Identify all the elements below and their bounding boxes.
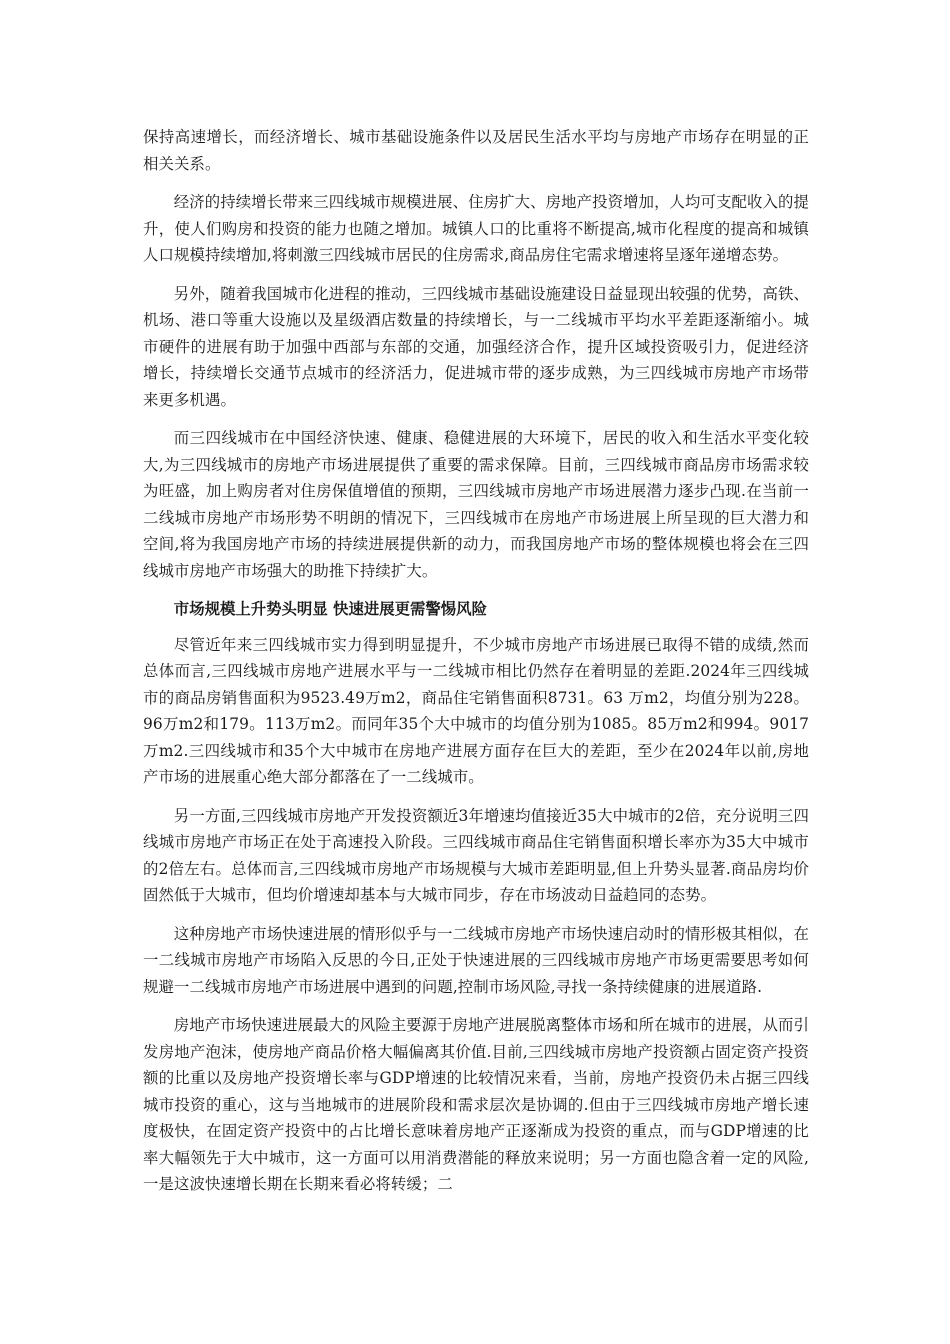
paragraph-economic-growth: 经济的持续增长带来三四线城市规模进展、住房扩大、房地产投资增加，人均可支配收入的提升，使人们购房和投资的能力也随之增加。城镇人口的比重将不断提高,城市化程度的提高和城镇人口规模持续增加,将刺激三四线城市居民的住房需求,商品房住宅需求增速将呈逐年递增态势。 [143,193,809,264]
paragraph-continuation: 保持高速增长，而经济增长、城市基础设施条件以及居民生活水平均与房地产市场存在明显的正相关关系。 [143,128,809,173]
paragraph-demand-potential: 而三四线城市在中国经济快速、健康、稳健进展的大环境下，居民的收入和生活水平变化较大,为三四线城市的房地产市场进展提供了重要的需求保障。目前，三四线城市商品房市场需求较为旺盛，加上购房者对住房保值增值的预期，三四线城市房地产市场进展潜力逐步凸现.在当前一二线城市房地产市场形势不明朗的情况下，三四线城市在房地产市场进展上所呈现的巨大潜力和空间,将为我国房地产市场的持续进展提供新的动力，而我国房地产市场的整体规模也将会在三四线城市房地产市场强大的助推下持续扩大。 [143,429,809,580]
paragraph-infrastructure: 另外，随着我国城市化进程的推动，三四线城市基础设施建设日益显现出较强的优势，高铁、机场、港口等重大设施以及星级酒店数量的持续增长，与一二线城市平均水平差距逐渐缩小。城市硬件的进展有助于加强中西部与东部的交通，加强经济合作，提升区域投资吸引力，促进经济增长，持续增长交通节点城市的经济活力，促进城市带的逐步成熟，为三四线城市房地产市场带来更多机遇。 [143,284,809,409]
paragraph-investment-growth: 另一方面,三四线城市房地产开发投资额近3年增速均值接近35大中城市的2倍，充分说明三四线城市房地产市场正在处于高速投入阶段。三四线城市商品住宅销售面积增长率亦为35大中城市的2倍左右。总体而言,三四线城市房地产市场规模与大城市差距明显,但上升势头显著.商品房均价固然低于大城市，但均价增速却基本与大城市同步，存在市场波动日益趋同的态势。 [143,806,809,904]
paragraph-risks: 房地产市场快速进展最大的风险主要源于房地产进展脱离整体市场和所在城市的进展，从而引发房地产泡沫，使房地产商品价格大幅偏离其价值.目前,三四线城市房地产投资额占固定资产投资额的比重以及房地产投资增长率与GDP增速的比较情况来看，当前，房地产投资仍未占据三四线城市投资的重心，这与当地城市的进展阶段和需求层次是协调的.但由于三四线城市房地产增长速度极快，在固定资产投资中的占比增长意味着房地产正逐渐成为投资的重点，而与GDP增速的比率大幅领先于大中城市，这一方面可以用消费潜能的释放来说明；另一方面也隐含着一定的风险,一是这波快速增长期在长期来看必将转缓；二 [143,1016,809,1193]
document-page [143,124,809,1210]
paragraph-lessons: 这种房地产市场快速进展的情形似乎与一二线城市房地产市场快速启动时的情形极其相似，在一二线城市房地产市场陷入反思的今日,正处于快速进展的三四线城市房地产市场更需要思考如何规避一二线城市房地产市场进展中遇到的问题,控制市场风险,寻找一条持续健康的进展道路. [143,924,809,996]
section-heading: 市场规模上升势头明显 快速进展更需警惕风险 [173,600,487,618]
paragraph-market-gap: 尽管近年来三四线城市实力得到明显提升，不少城市房地产市场进展已取得不错的成绩,然而总体而言,三四线城市房地产进展水平与一二线城市相比仍然存在着明显的差距.2024年三四线城市的商品房销售面积为9523.49万m2，商品住宅销售面积8731。63 万m2，均值分别为228。96万m2和179。113万m2。而同年35个大中城市的均值分别为1085。85万m2和994。9017万m2.三四线城市和35个大中城市在房地产进展方面存在巨大的差距，至少在2024年以前,房地产市场的进展重心绝大部分都落在了一二线城市。 [143,635,809,786]
